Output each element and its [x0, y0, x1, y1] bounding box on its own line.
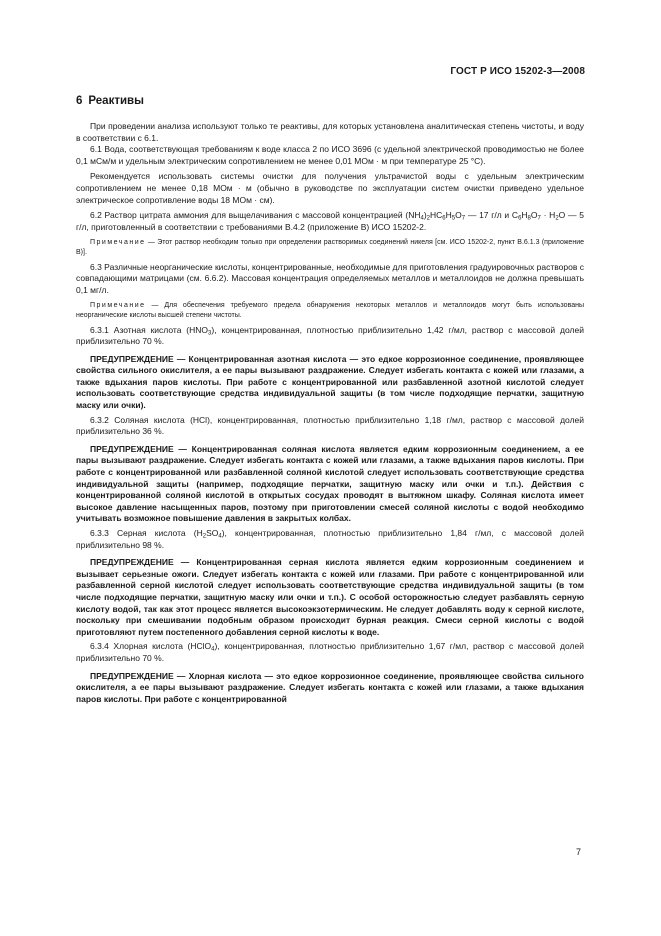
section-number: 6 [76, 95, 83, 107]
warning-nitric-acid: ПРЕДУПРЕЖДЕНИЕ — Концентрированная азотная кислота — это едкое коррозионное соединение, проявляющее свойства сильного окислителя, а ее пары вызывают раздражение. Следует избегать контакта с кожей или глазами, а также вдыхания паров кислоты. При работе с концентрированной или разбавленной азотной кислотой следует использовать соответствующие средства индивидуальной защиты (в том числе подходящие перчатки, защитную маску или очки). [76, 353, 584, 411]
paragraph-6-3: 6.3 Различные неорганические кислоты, концентрированные, необходимые для приготовления градуировочных растворов с совпадающими матрицами (см. 6.6.2). Массовая концентрация определяемых металлов и металлоидов не должна превышать 0,1 мг/л. [76, 261, 584, 295]
paragraph-6-3-4: 6.3.4 Хлорная кислота (HClO$_4$), концентрированная, плотностью приблизительно 1,67 г/мл, раствор с массовой долей приблизительно 70 %. [76, 641, 584, 663]
section-heading [76, 94, 584, 108]
warning-hydrochloric-acid: ПРЕДУПРЕЖДЕНИЕ — Концентрированная соляная кислота является едким коррозионным соединением, а ее пары вызывают раздражение. Следует избегать контакта с кожей или глазами, а также вдыхания паров кислоты. При работе с концентрированной или разбавленной соляной кислотой следует использовать соответствующие средства индивидуальной защиты (например, подходящие перчатки, защитную маску или очки и т.п.). Действия с концентрированной соляной кислотой в открытых сосудах проводят в вытяжном шкафу. Соляная кислота имеет высокое давление насыщенных паров, поэтому при приготовлении смесей соляной кислоты с водой необходимо учитывать возможное повышение давления в закрытых колбах. [76, 443, 584, 524]
paragraph-6-3-1: 6.3.1 Азотная кислота $(HNO_3)$, концентрированная, плотностью приблизительно 1,42 г/мл, раствор с массовой долей приблизительно 70 %. [76, 324, 584, 347]
page-number: 7 [576, 847, 582, 857]
section-title: Реактивы [88, 95, 144, 107]
note-label: Примечание [90, 302, 146, 310]
paragraph-6-3-2: 6.3.2 Соляная кислота (HCl), концентрированная, плотностью приблизительно 1,18 г/мл, раствор с массовой долей приблизительно 36 %. [76, 414, 584, 437]
paragraph-6-2: 6.2 Раствор цитрата аммония для выщелачивания с массовой концентрацией $(NH_4)_2HC_6H_5O_7$ — 17 г/л и $С_6H_8O_7 \cdot H_2O$ — 5 г/л, приготовленный в соответствии с требованиями В.4.2 (приложение В) ИСО 15202-2. [76, 210, 584, 232]
page-content [76, 94, 584, 708]
standard-header: ГОСТ Р ИСО 15202-3—2008 [450, 66, 585, 77]
paragraph-6-1: 6.1 Вода, соответствующая требованиям к воде класса 2 по ИСО 3696 (с удельной электрической проводимостью не более 0,1 мСм/м и удельным электрическим сопротивлением не менее 0,01 МОм · м при температуре 25 °С). [76, 144, 584, 166]
intro-paragraph: При проведении анализа используют только те реактивы, для которых установлена аналитическая степень чистоты, и воду в соответствии с 6.1. [76, 121, 584, 143]
warning-perchloric-acid: ПРЕДУПРЕЖДЕНИЕ — Хлорная кислота — это едкое коррозионное соединение, проявляющее свойства сильного окислителя, а ее пары вызывают раздражение. Следует избегать контакта с кожей или глазами, а также вдыхания паров кислоты. При работе с концентрированной [76, 670, 584, 704]
note-2: Примечание — Для обеспечения требуемого предела обнаружения некоторых металлов и металлоидов могут быть использованы неорганические кислоты высшей степени чистоты. [76, 302, 584, 319]
warning-sulfuric-acid: ПРЕДУПРЕЖДЕНИЕ — Концентрированная серная кислота является едким коррозионным соединением и вызывает серьезные ожоги. Следует избегать контакта с кожей или глазами. При работе с концентрированной или разбавленной серной кислотой следует использовать соответствующие средства индивидуальной защиты (в том числе подходящие перчатки, защитную маску или очки и т.п.). С особой осторожностью следует разбавлять серную кислоту водой, так как этот процесс является высокоэкзотермическим. Не следует добавлять воду к серной кислоте, поскольку при смешивании подобным образом происходит бурная реакция. Смеси серной кислоты с водой приготовляют путем постепенного добавления серной кислоты к воде. [76, 557, 584, 637]
note-1: Примечание — Этот раствор необходим только при определении растворимых соединений никеля [см. ИСО 15202-2, пункт В.6.1.3 (приложение В)]. [76, 239, 584, 256]
note-label: Примечание [90, 239, 146, 247]
paragraph-6-1-recommendation: Рекомендуется использовать системы очистки для получения ультрачистой воды с удельным электрическим сопротивлением не менее 0,18 МОм · м (обычно в руководстве по эксплуатации систем очистки приведено удельное электрическое сопротивление воды 18 МОм · см). [76, 171, 584, 205]
paragraph-6-3-3: 6.3.3 Серная кислота $(H_2SO_4)$, концентрированная, плотностью приблизительно 1,84 г/мл, с массовой долей приблизительно 98 %. [76, 528, 585, 550]
